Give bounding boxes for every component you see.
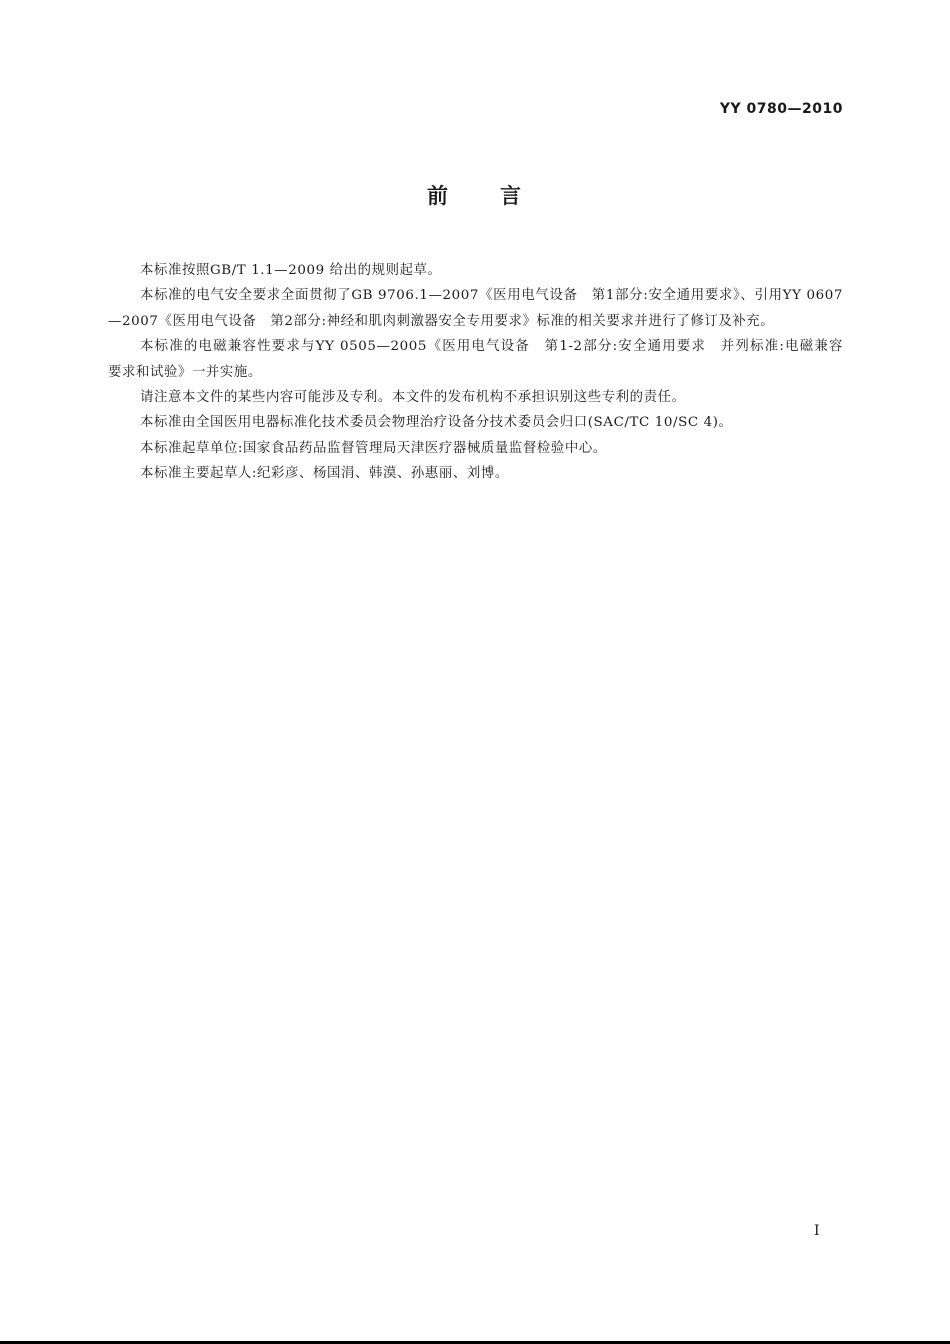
standard-code: YY 0780—2010 (719, 101, 843, 117)
page-number: I (814, 1223, 820, 1239)
paragraph-drafting-rules: 本标准按照GB/T 1.1—2009 给出的规则起草。 (140, 263, 442, 278)
paragraph-electrical-safety: 本标准的电气安全要求全面贯彻了GB 9706.1—2007《医用电气设备 第1部分:安全通用要求》、引用YY 0607—2007《医用电气设备 第2部分:神经和肌肉刺激器安全专用要求》标准的相关要求并进行了修订及补充。 (108, 288, 843, 329)
paragraph-patent-notice: 请注意本文件的某些内容可能涉及专利。本文件的发布机构不承担识别这些专利的责任。 (140, 390, 686, 406)
page-title (0, 180, 950, 212)
foreword-body (108, 258, 857, 487)
title-char-2: 言 (500, 184, 523, 208)
paragraph-emc: 本标准的电磁兼容性要求与YY 0505—2005《医用电气设备 第1-2部分:安全通用要求 并列标准:电磁兼容 要求和试验》一并实施。 (108, 339, 857, 380)
paragraph-responsible-committee: 本标准由全国医用电器标准化技术委员会物理治疗设备分技术委员会归口(SAC/TC 10/SC 4)。 (140, 415, 733, 431)
title-char-1: 前 (427, 184, 450, 208)
paragraph-drafters: 本标准主要起草人:纪彩彦、杨国涓、韩漠、孙惠丽、刘博。 (140, 466, 509, 482)
paragraph-drafting-unit: 本标准起草单位:国家食品药品监督管理局天津医疗器械质量监督检验中心。 (140, 440, 607, 456)
